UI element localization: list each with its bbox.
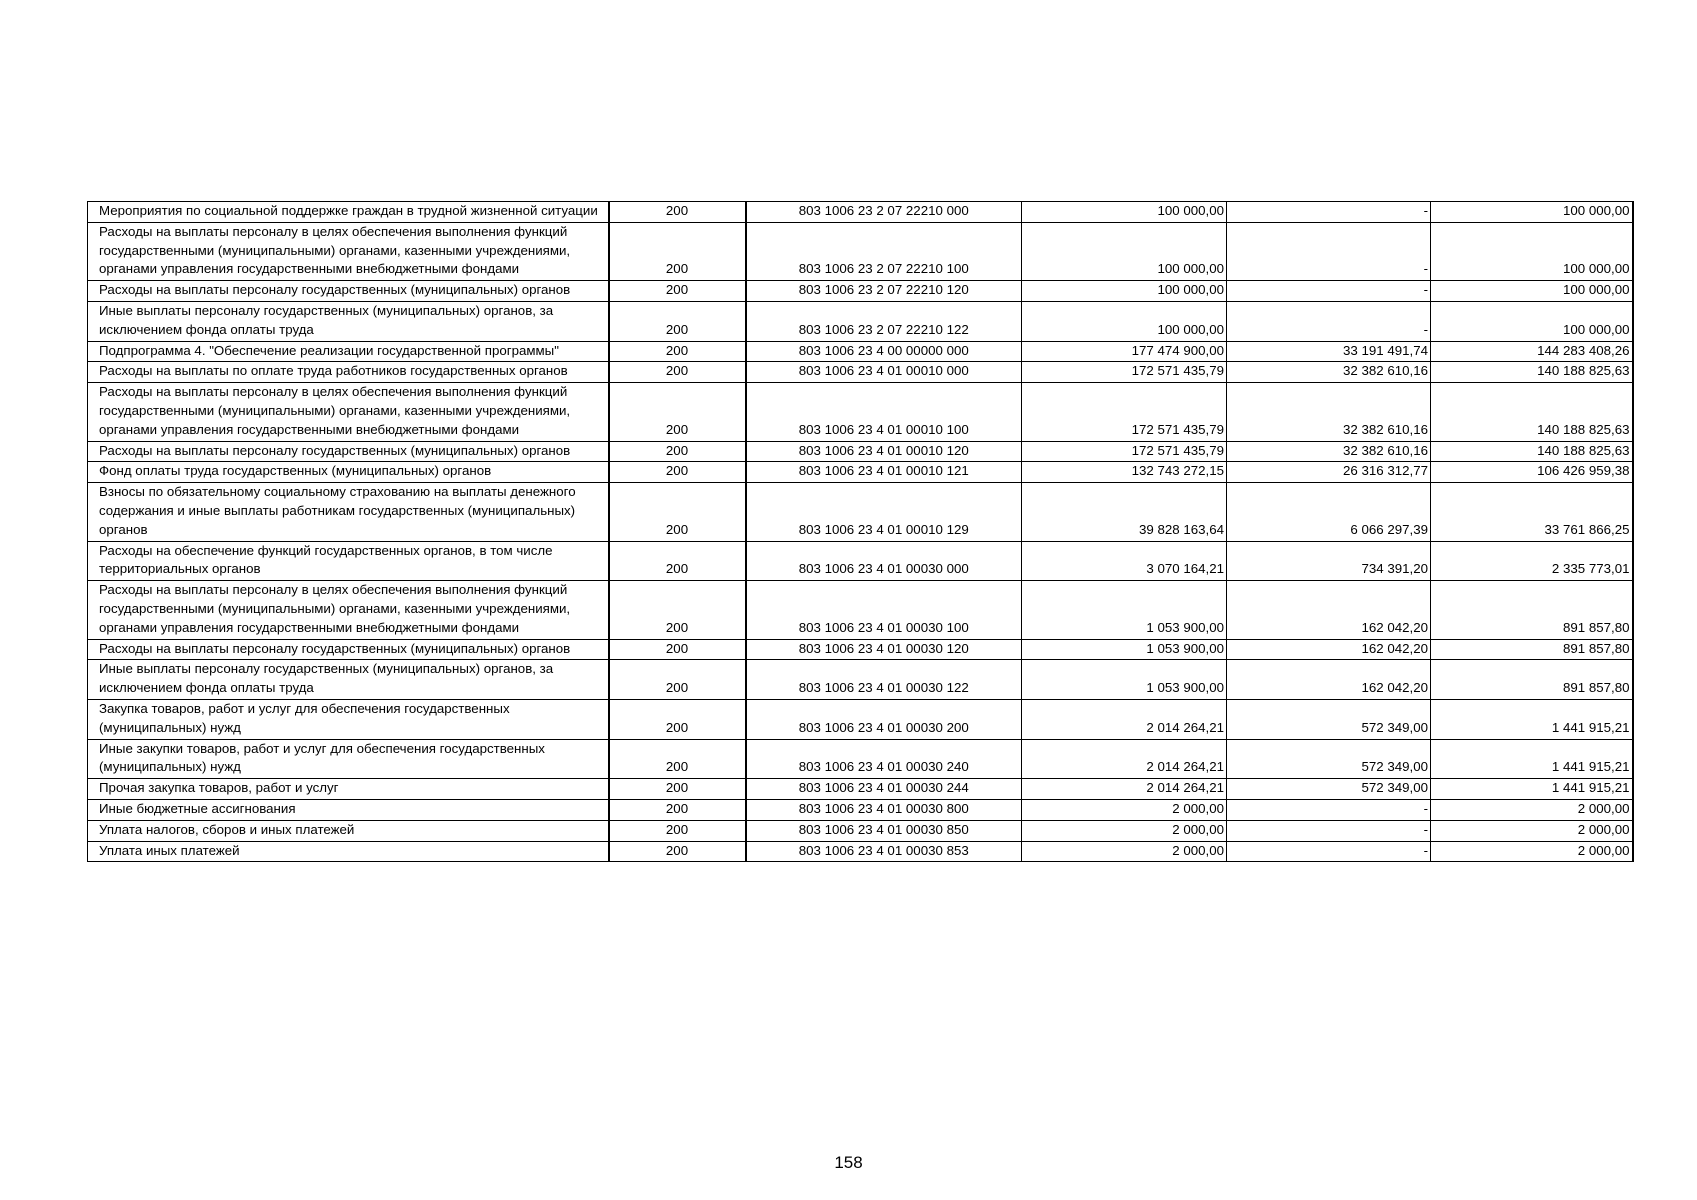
row-classification-code: 803 1006 23 2 07 22210 100: [746, 222, 1022, 280]
row-executed-amount: 162 042,20: [1227, 639, 1431, 660]
row-classification-code: 803 1006 23 4 01 00030 200: [746, 699, 1022, 739]
row-name: Фонд оплаты труда государственных (муниципальных) органов: [88, 462, 609, 483]
row-classification-code: 803 1006 23 4 01 00010 121: [746, 462, 1022, 483]
row-executed-amount: 734 391,20: [1227, 541, 1431, 581]
table-row: [88, 699, 1633, 739]
table-row: [88, 841, 1633, 862]
row-line-code: 200: [609, 222, 746, 280]
row-name: Иные бюджетные ассигнования: [88, 799, 609, 820]
row-line-code: 200: [609, 341, 746, 362]
row-remaining-amount: 100 000,00: [1431, 281, 1633, 302]
table-row: [88, 581, 1633, 639]
row-approved-amount: 2 014 264,21: [1022, 779, 1227, 800]
row-line-code: 200: [609, 362, 746, 383]
row-remaining-amount: 1 441 915,21: [1431, 779, 1633, 800]
row-executed-amount: 33 191 491,74: [1227, 341, 1431, 362]
row-remaining-amount: 106 426 959,38: [1431, 462, 1633, 483]
row-line-code: 200: [609, 301, 746, 341]
table-row: [88, 462, 1633, 483]
row-remaining-amount: 891 857,80: [1431, 660, 1633, 700]
row-approved-amount: 3 070 164,21: [1022, 541, 1227, 581]
row-remaining-amount: 891 857,80: [1431, 581, 1633, 639]
row-classification-code: 803 1006 23 4 00 00000 000: [746, 341, 1022, 362]
row-classification-code: 803 1006 23 4 01 00030 853: [746, 841, 1022, 862]
row-approved-amount: 132 743 272,15: [1022, 462, 1227, 483]
row-executed-amount: 162 042,20: [1227, 581, 1431, 639]
table-row: [88, 362, 1633, 383]
row-classification-code: 803 1006 23 4 01 00010 120: [746, 441, 1022, 462]
row-remaining-amount: 1 441 915,21: [1431, 699, 1633, 739]
row-name: Подпрограмма 4. "Обеспечение реализации государственной программы": [88, 341, 609, 362]
row-executed-amount: 26 316 312,77: [1227, 462, 1431, 483]
row-name: Иные выплаты персоналу государственных (муниципальных) органов, за исключением фонда оплаты труда: [88, 660, 609, 700]
row-line-code: 200: [609, 660, 746, 700]
table-row: [88, 383, 1633, 441]
row-executed-amount: -: [1227, 820, 1431, 841]
row-executed-amount: 32 382 610,16: [1227, 383, 1431, 441]
table-row: [88, 541, 1633, 581]
table-row: [88, 441, 1633, 462]
row-executed-amount: -: [1227, 301, 1431, 341]
row-executed-amount: 6 066 297,39: [1227, 483, 1431, 541]
row-approved-amount: 1 053 900,00: [1022, 639, 1227, 660]
row-name: Прочая закупка товаров, работ и услуг: [88, 779, 609, 800]
row-approved-amount: 100 000,00: [1022, 281, 1227, 302]
row-remaining-amount: 140 188 825,63: [1431, 362, 1633, 383]
row-executed-amount: -: [1227, 799, 1431, 820]
row-line-code: 200: [609, 841, 746, 862]
row-line-code: 200: [609, 462, 746, 483]
table-row: [88, 739, 1633, 779]
row-line-code: 200: [609, 383, 746, 441]
row-name: Расходы на выплаты персоналу государственных (муниципальных) органов: [88, 639, 609, 660]
row-classification-code: 803 1006 23 4 01 00010 129: [746, 483, 1022, 541]
table-row: [88, 779, 1633, 800]
row-executed-amount: 572 349,00: [1227, 779, 1431, 800]
table-row: [88, 202, 1633, 223]
row-line-code: 200: [609, 441, 746, 462]
row-classification-code: 803 1006 23 2 07 22210 000: [746, 202, 1022, 223]
row-executed-amount: -: [1227, 202, 1431, 223]
row-executed-amount: 32 382 610,16: [1227, 362, 1431, 383]
row-approved-amount: 100 000,00: [1022, 202, 1227, 223]
row-executed-amount: 572 349,00: [1227, 739, 1431, 779]
row-approved-amount: 172 571 435,79: [1022, 441, 1227, 462]
row-approved-amount: 39 828 163,64: [1022, 483, 1227, 541]
table-row: [88, 483, 1633, 541]
row-classification-code: 803 1006 23 4 01 00030 000: [746, 541, 1022, 581]
row-remaining-amount: 140 188 825,63: [1431, 441, 1633, 462]
row-executed-amount: -: [1227, 281, 1431, 302]
row-line-code: 200: [609, 739, 746, 779]
table-body: [88, 202, 1633, 862]
row-approved-amount: 172 571 435,79: [1022, 383, 1227, 441]
row-approved-amount: 172 571 435,79: [1022, 362, 1227, 383]
row-classification-code: 803 1006 23 4 01 00010 000: [746, 362, 1022, 383]
row-line-code: 200: [609, 581, 746, 639]
row-approved-amount: 100 000,00: [1022, 222, 1227, 280]
row-approved-amount: 1 053 900,00: [1022, 581, 1227, 639]
row-name: Мероприятия по социальной поддержке граждан в трудной жизненной ситуации: [88, 202, 609, 223]
row-remaining-amount: 144 283 408,26: [1431, 341, 1633, 362]
row-approved-amount: 177 474 900,00: [1022, 341, 1227, 362]
row-line-code: 200: [609, 281, 746, 302]
row-name: Иные выплаты персоналу государственных (муниципальных) органов, за исключением фонда оплаты труда: [88, 301, 609, 341]
row-executed-amount: -: [1227, 841, 1431, 862]
row-remaining-amount: 140 188 825,63: [1431, 383, 1633, 441]
row-line-code: 200: [609, 699, 746, 739]
row-remaining-amount: 2 000,00: [1431, 841, 1633, 862]
row-classification-code: 803 1006 23 4 01 00030 240: [746, 739, 1022, 779]
row-classification-code: 803 1006 23 2 07 22210 122: [746, 301, 1022, 341]
table-row: [88, 341, 1633, 362]
table-row: [88, 301, 1633, 341]
row-line-code: 200: [609, 202, 746, 223]
row-name: Расходы на выплаты персоналу в целях обеспечения выполнения функций государственными (муниципальными) органами, казенными учреждениями, органами управления государственными внебюджетными фондами: [88, 222, 609, 280]
row-executed-amount: -: [1227, 222, 1431, 280]
row-approved-amount: 2 014 264,21: [1022, 739, 1227, 779]
budget-execution-table: [87, 201, 1634, 862]
row-approved-amount: 1 053 900,00: [1022, 660, 1227, 700]
row-executed-amount: 32 382 610,16: [1227, 441, 1431, 462]
row-remaining-amount: 1 441 915,21: [1431, 739, 1633, 779]
row-remaining-amount: 2 335 773,01: [1431, 541, 1633, 581]
row-remaining-amount: 891 857,80: [1431, 639, 1633, 660]
row-classification-code: 803 1006 23 4 01 00010 100: [746, 383, 1022, 441]
row-approved-amount: 2 014 264,21: [1022, 699, 1227, 739]
row-line-code: 200: [609, 541, 746, 581]
row-remaining-amount: 100 000,00: [1431, 222, 1633, 280]
row-name: Расходы на выплаты персоналу в целях обеспечения выполнения функций государственными (муниципальными) органами, казенными учреждениями, органами управления государственными внебюджетными фондами: [88, 383, 609, 441]
row-remaining-amount: 2 000,00: [1431, 799, 1633, 820]
table-row: [88, 639, 1633, 660]
row-line-code: 200: [609, 779, 746, 800]
row-name: Расходы на выплаты по оплате труда работников государственных органов: [88, 362, 609, 383]
row-name: Расходы на выплаты персоналу в целях обеспечения выполнения функций государственными (муниципальными) органами, казенными учреждениями, органами управления государственными внебюджетными фондами: [88, 581, 609, 639]
row-classification-code: 803 1006 23 4 01 00030 120: [746, 639, 1022, 660]
row-classification-code: 803 1006 23 2 07 22210 120: [746, 281, 1022, 302]
row-remaining-amount: 100 000,00: [1431, 301, 1633, 341]
row-classification-code: 803 1006 23 4 01 00030 850: [746, 820, 1022, 841]
table-row: [88, 222, 1633, 280]
row-remaining-amount: 100 000,00: [1431, 202, 1633, 223]
row-classification-code: 803 1006 23 4 01 00030 244: [746, 779, 1022, 800]
row-approved-amount: 2 000,00: [1022, 820, 1227, 841]
row-name: Иные закупки товаров, работ и услуг для обеспечения государственных (муниципальных) нужд: [88, 739, 609, 779]
row-name: Взносы по обязательному социальному страхованию на выплаты денежного содержания и иные выплаты работникам государственных (муниципальных) органов: [88, 483, 609, 541]
row-executed-amount: 162 042,20: [1227, 660, 1431, 700]
row-classification-code: 803 1006 23 4 01 00030 122: [746, 660, 1022, 700]
table-row: [88, 799, 1633, 820]
row-line-code: 200: [609, 799, 746, 820]
page-number: 158: [834, 1153, 863, 1172]
row-approved-amount: 2 000,00: [1022, 841, 1227, 862]
row-name: Уплата иных платежей: [88, 841, 609, 862]
row-line-code: 200: [609, 483, 746, 541]
row-line-code: 200: [609, 639, 746, 660]
row-approved-amount: 2 000,00: [1022, 799, 1227, 820]
row-approved-amount: 100 000,00: [1022, 301, 1227, 341]
table-row: [88, 820, 1633, 841]
row-name: Расходы на выплаты персоналу государственных (муниципальных) органов: [88, 281, 609, 302]
table-row: [88, 660, 1633, 700]
row-classification-code: 803 1006 23 4 01 00030 800: [746, 799, 1022, 820]
table-row: [88, 281, 1633, 302]
row-remaining-amount: 2 000,00: [1431, 820, 1633, 841]
row-line-code: 200: [609, 820, 746, 841]
row-classification-code: 803 1006 23 4 01 00030 100: [746, 581, 1022, 639]
row-executed-amount: 572 349,00: [1227, 699, 1431, 739]
row-name: Закупка товаров, работ и услуг для обеспечения государственных (муниципальных) нужд: [88, 699, 609, 739]
row-name: Уплата налогов, сборов и иных платежей: [88, 820, 609, 841]
row-name: Расходы на обеспечение функций государственных органов, в том числе территориальных органов: [88, 541, 609, 581]
row-remaining-amount: 33 761 866,25: [1431, 483, 1633, 541]
row-name: Расходы на выплаты персоналу государственных (муниципальных) органов: [88, 441, 609, 462]
